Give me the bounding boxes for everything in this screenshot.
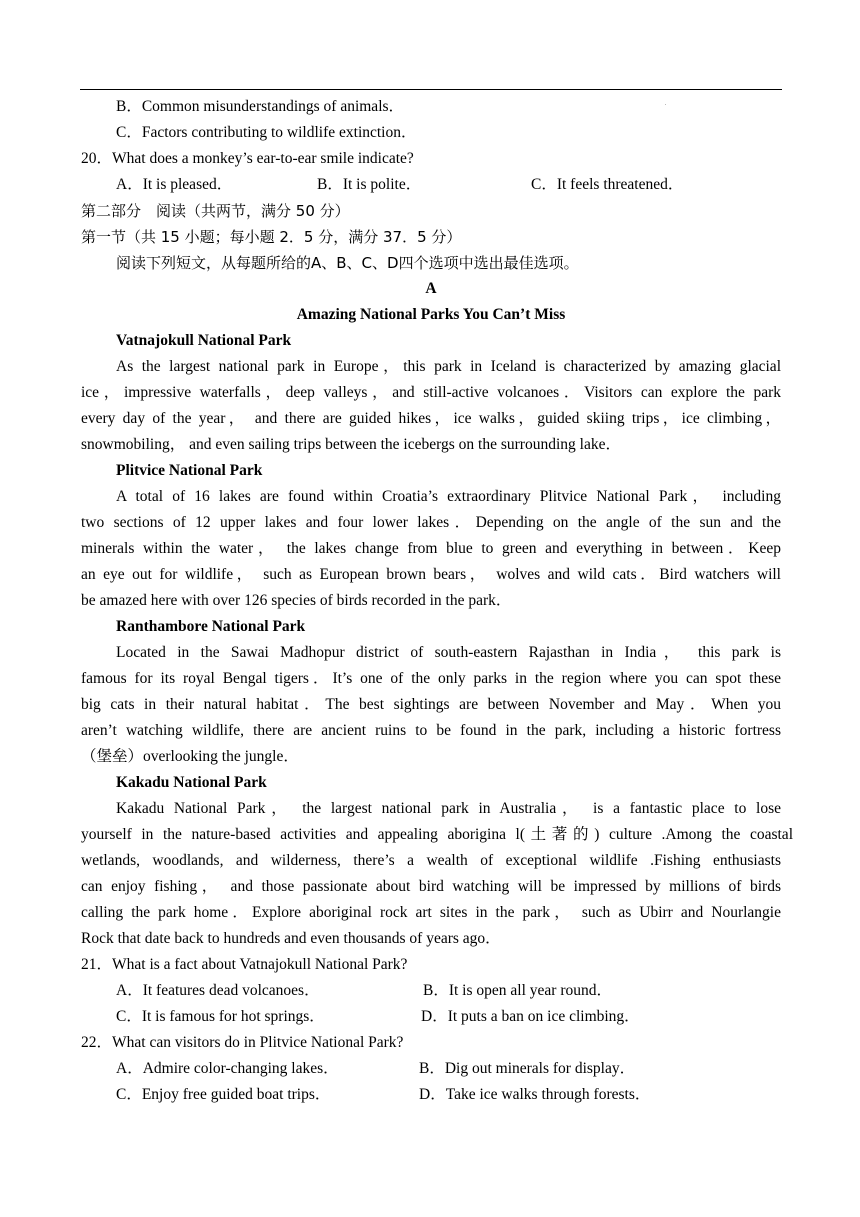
paragraph-line: As the largest national park in Europe，this park in Iceland is characterized by amazing glacial <box>116 358 781 375</box>
paragraph-line: every day of the year， and there are guided hikes，ice walks，guided skiing trips，ice climbing， <box>81 410 781 427</box>
paragraph-line: big cats in their natural habitat．The best sightings are between November and May．When you <box>81 696 781 713</box>
paragraph-line: A total of 16 lakes are found within Croatia’s extraordinary Plitvice National Park， including <box>116 488 781 505</box>
q21-option-d: D．It puts a ban on ice climbing． <box>421 1008 640 1025</box>
q19-option-b: B．Common misunderstandings of animals． <box>116 98 405 115</box>
q20-option-c: C．It feels threatened． <box>531 176 684 193</box>
q22-option-c: C．Enjoy free guided boat trips． <box>116 1086 331 1103</box>
q22-options-row1 <box>81 1056 781 1082</box>
passage-title: Amazing National Parks You Can’t Miss <box>296 306 566 323</box>
q22-options-row2 <box>81 1082 781 1108</box>
paragraph-line: （堡垒）overlooking the jungle． <box>81 748 299 765</box>
exam-page <box>81 94 793 1108</box>
paragraph-line: Located in the Sawai Madhopur district of south-eastern Rajasthan in India， this park is <box>116 644 781 661</box>
q22-stem: 22．What can visitors do in Plitvice National Park? <box>81 1034 404 1051</box>
paragraph-line: minerals within the water， the lakes change from blue to green and everything in between．Keep <box>81 540 781 557</box>
part2-heading: 第二部分 阅读（共两节，满分 50 分） <box>81 202 350 220</box>
paragraph-line: yourself in the nature-based activities and appealing aborigina l(土著的) culture .Among the coastal <box>81 826 793 843</box>
paragraph-line: be amazed here with over 126 species of birds recorded in the park． <box>81 592 512 609</box>
park-name-vatnajokull: Vatnajokull National Park <box>116 332 292 349</box>
paragraph-line: ice，impressive waterfalls，deep valleys，and still-active volcanoes．Visitors can explore the park <box>81 384 781 401</box>
q20-options <box>81 172 781 198</box>
q21-stem: 21．What is a fact about Vatnajokull National Park? <box>81 956 408 973</box>
instruction: 阅读下列短文，从每题所给的A、B、C、D四个选项中选出最佳选项。 <box>116 254 579 272</box>
park-name-ranthambore: Ranthambore National Park <box>116 618 306 635</box>
paragraph-line: can enjoy fishing， and those passionate about bird watching will be impressed by millions of birds <box>81 878 781 895</box>
paragraph-line: an eye out for wildlife， such as European brown bears， wolves and wild cats．Bird watchers will <box>81 566 781 583</box>
q21-options-row1 <box>81 978 781 1004</box>
paragraph-line: wetlands, woodlands, and wilderness, there’s a wealth of exceptional wildlife .Fishing enthusiasts <box>81 852 781 869</box>
park-name-plitvice: Plitvice National Park <box>116 462 263 479</box>
q21-option-a: A．It features dead volcanoes． <box>116 982 320 999</box>
paragraph-line: snowmobiling， and even sailing trips between the icebergs on the surrounding lake． <box>81 436 621 453</box>
paragraph-line: calling the park home．Explore aboriginal rock art sites in the park， such as Ubirr and Nourlangie <box>81 904 781 921</box>
paragraph-line: Rock that date back to hundreds and even thousands of years ago． <box>81 930 501 947</box>
q22-option-d: D．Take ice walks through forests． <box>419 1086 651 1103</box>
q20-option-b: B．It is polite． <box>317 176 422 193</box>
q21-option-c: C．It is famous for hot springs． <box>116 1008 325 1025</box>
paragraph-line: two sections of 12 upper lakes and four lower lakes．Depending on the angle of the sun and the <box>81 514 781 531</box>
q21-options-row2 <box>81 1004 781 1030</box>
header-rule <box>80 89 782 90</box>
park-name-kakadu: Kakadu National Park <box>116 774 267 791</box>
q20-stem: 20．What does a monkey’s ear-to-ear smile indicate? <box>81 150 414 167</box>
paragraph-line: Kakadu National Park， the largest national park in Australia， is a fantastic place to lose <box>116 800 781 817</box>
q21-option-b: B．It is open all year round． <box>423 982 612 999</box>
section1-heading: 第一节（共 15 小题；每小题 2．5 分，满分 37．5 分） <box>81 228 462 246</box>
passage-letter: A <box>425 280 437 297</box>
paragraph-line: famous for its royal Bengal tigers．It’s one of the only parks in the region where you can spot these <box>81 670 781 687</box>
q22-option-b: B．Dig out minerals for display． <box>419 1060 636 1077</box>
paragraph-line: aren’t watching wildlife, there are ancient ruins to be found in the park, including a historic fortress <box>81 722 781 739</box>
q19-option-c: C．Factors contributing to wildlife extinction． <box>116 124 417 141</box>
q20-option-a: A．It is pleased． <box>116 176 233 193</box>
q22-option-a: A．Admire color-changing lakes． <box>116 1060 339 1077</box>
